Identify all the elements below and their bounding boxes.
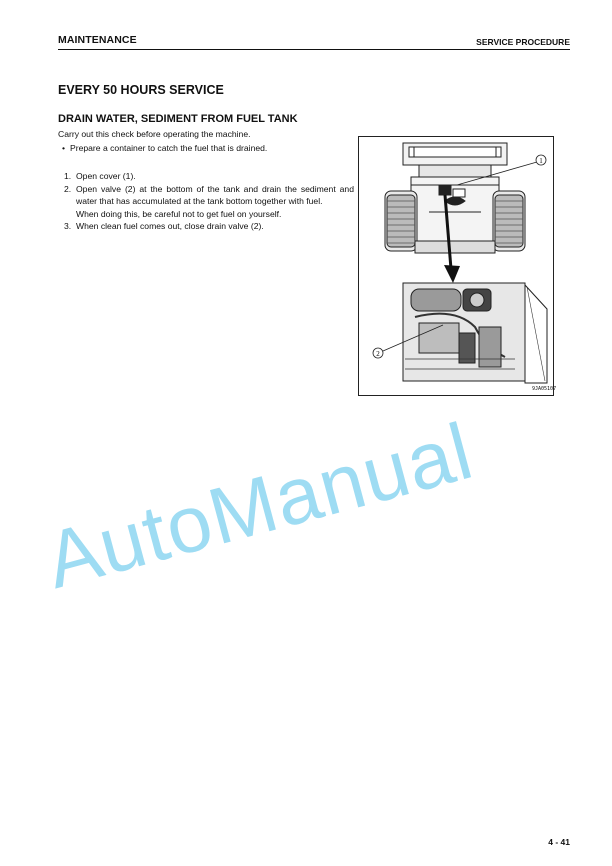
- step-text: Open cover (1).: [76, 171, 136, 181]
- illustration-drawing: [359, 137, 553, 395]
- bullet-text: Prepare a container to catch the fuel that is drained.: [70, 143, 268, 153]
- figure-code: 9JA05107: [532, 386, 557, 392]
- step-text: When doing this, be careful not to get fuel on yourself.: [76, 208, 282, 219]
- bullet-item: [62, 142, 352, 155]
- step-item: [64, 220, 354, 233]
- step-number: 1.: [64, 171, 72, 181]
- section-subtitle: DRAIN WATER, SEDIMENT FROM FUEL TANK: [58, 113, 298, 125]
- step-number: 3.: [64, 221, 72, 232]
- step-text: Open valve (2) at the bottom of the tank and drain the sediment and water that has accumulated at the tank bottom together with fuel.: [76, 183, 354, 207]
- step-item: [64, 183, 354, 208]
- step-item: [64, 170, 354, 183]
- bullet-dot: •: [62, 143, 66, 153]
- page-title: EVERY 50 HOURS SERVICE: [58, 83, 224, 97]
- callout-2-label: 2: [376, 350, 380, 358]
- step-item: [64, 208, 354, 221]
- step-text: When clean fuel comes out, close drain valve (2).: [76, 221, 264, 232]
- callout-1-label: 1: [539, 157, 543, 165]
- step-list: [64, 170, 354, 233]
- machine-rear-drawing: [385, 143, 525, 253]
- page-number: 4 - 41: [548, 837, 570, 847]
- header-section: MAINTENANCE: [58, 34, 137, 46]
- header-chapter: SERVICE PROCEDURE: [476, 37, 570, 47]
- header-rule: [58, 49, 570, 50]
- intro-text: Carry out this check before operating the machine.: [58, 129, 251, 139]
- fuel-tank-illustration: [358, 136, 557, 396]
- watermark-logo: AutoManual: [36, 406, 482, 606]
- step-number: 2.: [64, 183, 72, 194]
